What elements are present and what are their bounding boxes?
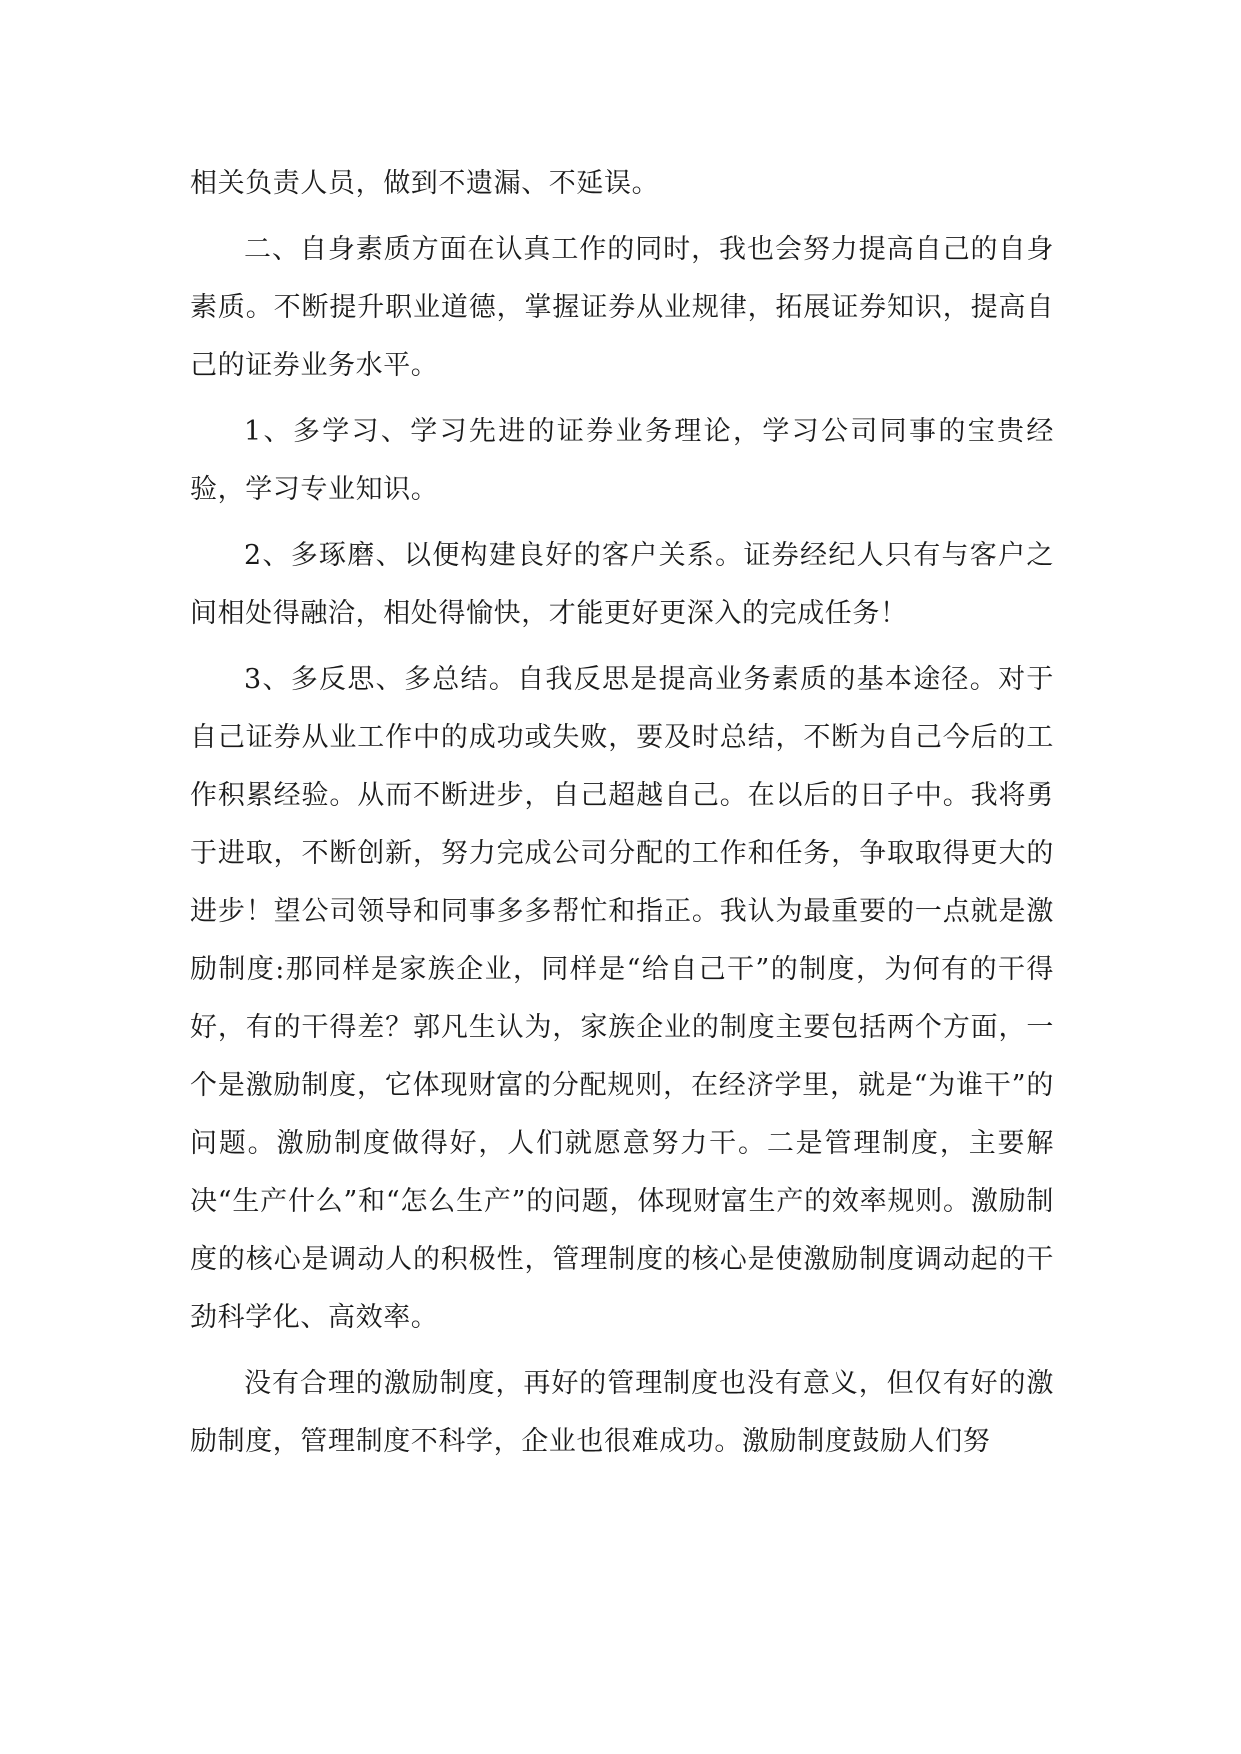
paragraph-item-3-reflection: 3、多反思、多总结。自我反思是提高业务素质的基本途径。对于自己证券从业工作中的成功或失败，要及时总结，不断为自己今后的工作积累经验。从而不断进步，自己超越自己。在以后的日子中。我将勇于进取，不断创新，努力完成公司分配的工作和任务，争取取得更大的进步！望公司领导和同事多多帮忙和指正。我认为最重要的一点就是激励制度:那同样是家族企业，同样是“给自己干”的制度，为何有的干得好，有的干得差？郭凡生认为，家族企业的制度主要包括两个方面，一个是激励制度，它体现财富的分配规则，在经济学里，就是“为谁干”的问题。激励制度做得好，人们就愿意努力干。二是管理制度，主要解决“生产什么”和“怎么生产”的问题，体现财富生产的效率规则。激励制度的核心是调动人的积极性，管理制度的核心是使激励制度调动起的干劲科学化、高效率。 — [190, 664, 1054, 1333]
paragraph-item-1-study: 1、多学习、学习先进的证券业务理论，学习公司同事的宝贵经验，学习专业知识。 — [190, 416, 1054, 505]
paragraph-continuation: 相关负责人员，做到不遗漏、不延误。 — [190, 168, 660, 199]
paragraph-item-2-client-relations: 2、多琢磨、以便构建良好的客户关系。证券经纪人只有与客户之间相处得融洽，相处得愉快，才能更好更深入的完成任务！ — [190, 540, 1054, 629]
document-body — [190, 155, 1054, 1479]
paragraph-self-quality: 二、自身素质方面在认真工作的同时，我也会努力提高自己的自身素质。不断提升职业道德，掌握证券从业规律，拓展证券知识，提高自己的证券业务水平。 — [190, 234, 1054, 381]
paragraph-incentive-system: 没有合理的激励制度，再好的管理制度也没有意义，但仅有好的激励制度，管理制度不科学，企业也很难成功。激励制度鼓励人们努 — [190, 1368, 1054, 1457]
